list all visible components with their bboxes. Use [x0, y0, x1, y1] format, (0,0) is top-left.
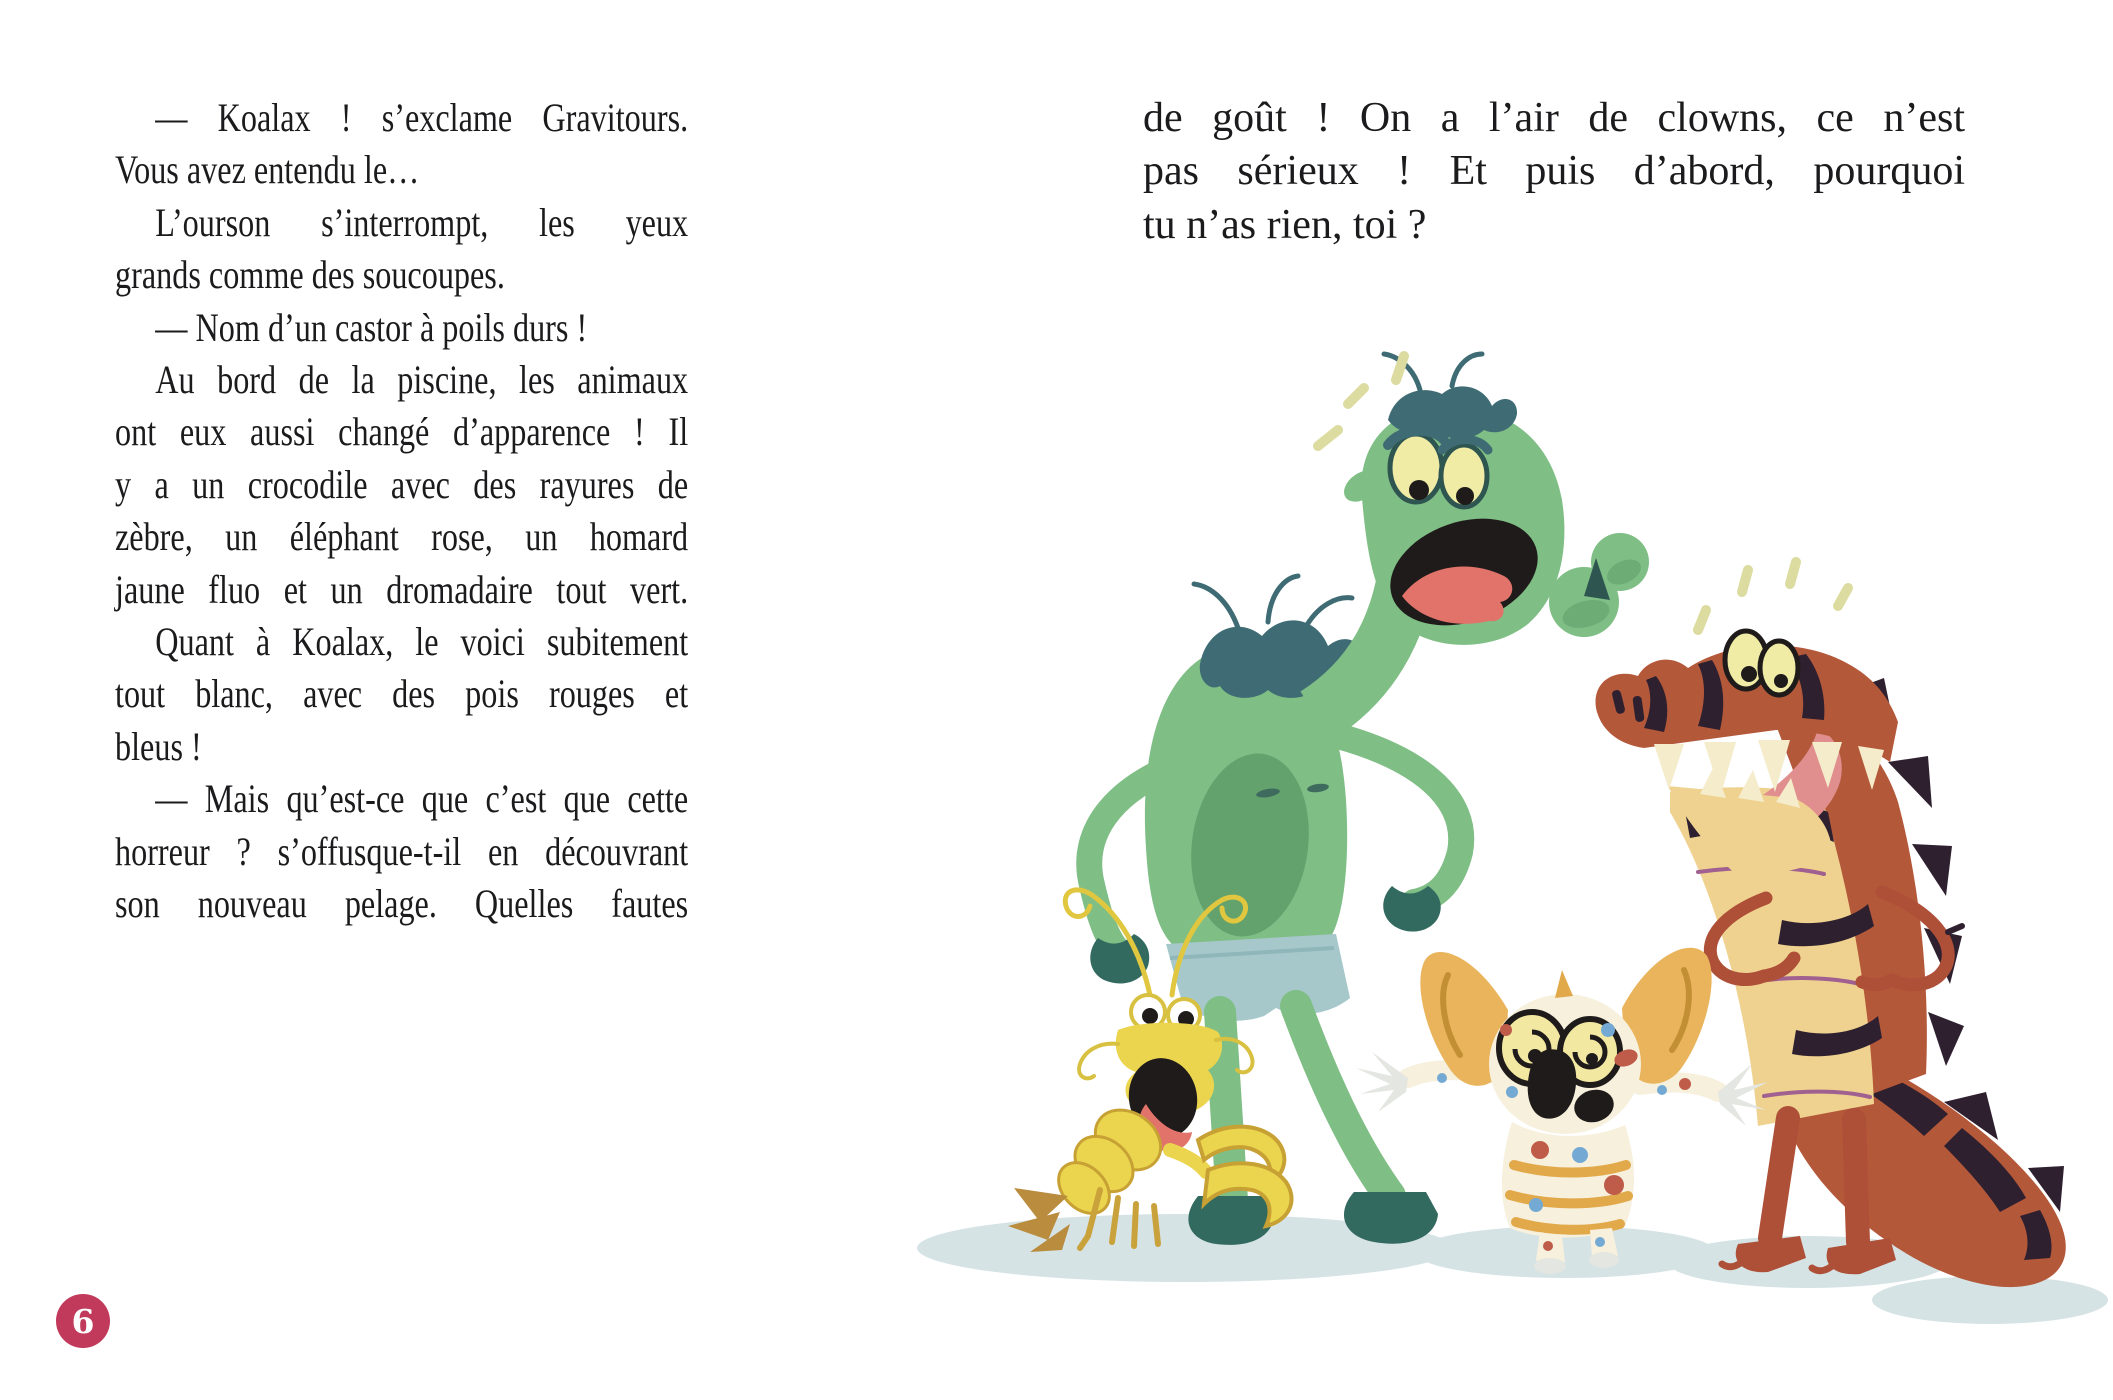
text-line: jaune fluo et un dromadaire tout vert. — [115, 566, 689, 612]
crocodile-illustration — [1596, 562, 2066, 1287]
text-line: grands comme des soucoupes. — [115, 252, 505, 298]
text-line: Quant à Koalax, le voici subitement — [155, 619, 689, 665]
text-line: pas sérieux ! Et puis d’abord, pourquoi — [1143, 148, 1965, 195]
page-number: 6 — [71, 1301, 95, 1341]
text-line: tout blanc, avec des pois rouges et — [115, 671, 689, 717]
surprise-marks — [1698, 562, 1848, 630]
text-line: — Nom d’un castor à poils durs ! — [155, 304, 588, 350]
text-line: de goût ! On a l’air de clowns, ce n’est — [1143, 95, 1965, 141]
text-line: son nouveau pelage. Quelles fautes — [115, 881, 689, 927]
text-line: zèbre, un éléphant rose, un homard — [115, 514, 689, 560]
right-page-text-column — [1143, 92, 1965, 252]
text-line: — Koalax ! s’exclame Gravitours. — [155, 95, 689, 140]
text-line: Vous avez entendu le… — [115, 147, 420, 193]
text-line: y a un crocodile avec des rayures de — [115, 461, 689, 507]
text-line: ont eux aussi changé d’apparence ! Il — [115, 409, 689, 455]
text-line: bleus ! — [115, 723, 202, 769]
page-number-badge — [56, 1294, 110, 1348]
text-line: L’ourson s’interrompt, les yeux — [155, 199, 689, 245]
text-line: horreur ? s’offusque-t-il en découvrant — [115, 828, 689, 874]
text-line: tu n’as rien, toi ? — [1143, 201, 1427, 248]
left-page-text-column — [115, 92, 688, 931]
text-line: — Mais qu’est-ce que c’est que cette — [155, 776, 689, 822]
text-line: Au bord de la piscine, les animaux — [155, 357, 689, 403]
